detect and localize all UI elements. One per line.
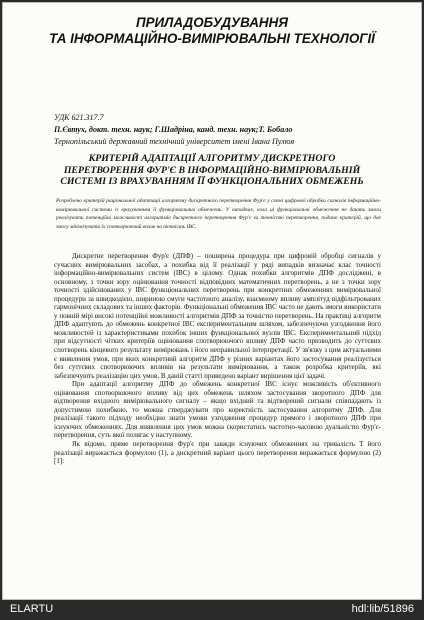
article-title-line2: ПЕРЕТВОРЕННЯ ФУР'Є В ІНФОРМАЦІЙНО-ВИМІРЮВАЛЬНІЙ — [63, 164, 361, 176]
authors: П.Євтух, докт. техн. наук; Г.Шадріна, канд. техн. наук;Т. Бобало — [54, 125, 293, 134]
article-title-line1: КРИТЕРІЙ АДАПТАЦІЇ АЛГОРИТМУ ДИСКРЕТНОГО — [88, 153, 336, 164]
body-paragraph-2: При адаптації алгоритму ДПФ до обмежень конкретної ІВС існує можливість об'єктивного оцінювання спотворюючого впливу від цих обмежень шляхом застосування зворотного ДПФ для відтворення вхідного вимірювального сигналу – якщо вхідний та відтворений сигнали співпадають із допустимою похибкою, то можна стверджувати про коректність застосування алгоритму ДПФ. Для реалізації такого підходу необхідно знати умови узгодження процедур прямого і зворотного ДПФ при існуючих обмеженнях. Для виявлення цих умов можна скористатись частотно-часовою дуальністю Фур'є-перетворення, суть якої полягає у наступному. — [54, 380, 381, 440]
article-body — [54, 252, 381, 466]
journal-section-heading-line2: ТА ІНФОРМАЦІЙНО-ВИМІРЮВАЛЬНІ ТЕХНОЛОГІЇ — [49, 31, 375, 46]
article-title — [3, 153, 421, 188]
document-page — [2, 2, 422, 600]
udc-code: УДК 621.317.7 — [54, 113, 104, 122]
affiliation: Тернопільський державний технічний університет імені Івана Пулюя — [54, 137, 295, 146]
footer-bar — [0, 600, 424, 620]
body-paragraph-1: Дискретне перетворення Фур'є (ДПФ) – поширена процедура при цифровій обробці сигналів у сучасних вимірювальних засобах, а похибка від її реалізації у ряді випадків визначає клас точності інформаційно-вимірювальних систем (ІВС) в цілому. Однак похибки алгоритмів ДПФ досліджені, в основному, з точки зору оцінювання точності відповідних математичних перетворень, а не з точки зору точності здійснюваних у ІВС функціональних перетворень при конкретних обмеженнях вимірювальної процедури за швидкодією, шириною смуги частотного аналізу, взаємному впливу амплітуд відфільтрованих гармонічних складових та інших факторів. Функціональні обмеження ІВС часто не дають змоги використати у повній мірі високі потенційні можливості алгоритмів ДПФ за точністю перетворень. На практиці алгоритм ДПФ адаптують до обмежень конкретної ІВС експериментальним шляхом, забезпечуючи узгодження його можливостей із характеристиками похибок інших функціональних вузлів ІВС. Експериментальний підхід при відсутності чітких критеріїв оцінювання спотворюючого впливу ДПФ часто призводить до суттєвих спотворень кінцевого результату вимірювань і його неправильної інтерпретації. У зв'язку з цим актуальними є виявлення умов, при яких конкретний алгоритм ДПФ у різних варіантах його застосування реалізується без суттєвих спотворюючих впливів на результати вимірювання, а також розробка критеріїв, які забезпечують реалізацію цих умов. В даній статті приведено варіант вирішення цієї задачі. — [54, 252, 381, 380]
article-title-line3: СИСТЕМІ ІЗ ВРАХУВАННЯМ ЇЇ ФУНКЦІОНАЛЬНИХ ОБМЕЖЕНЬ — [60, 176, 364, 188]
abstract: Розроблено критерій раціональної адаптації алгоритму дискретного перетворення Фур'є у схемі цифрової обробки сигналів інформаційно-вимірювальної системи із врахуванням її функціональних обмежень. У випадках, коли ці функціональні обмеження не дають змоги реалізувати потенційні можливості алгоритмів дискретного перетворення Фур'є за точністю перетворення, подано критерій, що дає змогу мінімізувати їх спотворюючий вплив на точність ІВС. — [56, 198, 381, 230]
journal-section-heading-line1: ПРИЛАДОБУДУВАННЯ — [135, 15, 289, 30]
body-paragraph-3: Як відомо, пряме перетворення Фур'є при завжди існуючих обмеженнях на тривалість T його реалізації виражається формулою (1), а дискретний варіант цього перетворення виражається формулою (2) [1]: — [54, 440, 381, 466]
handle-id: hdl:lib/51896 — [351, 603, 414, 615]
repository-name: ELARTU — [10, 603, 54, 615]
